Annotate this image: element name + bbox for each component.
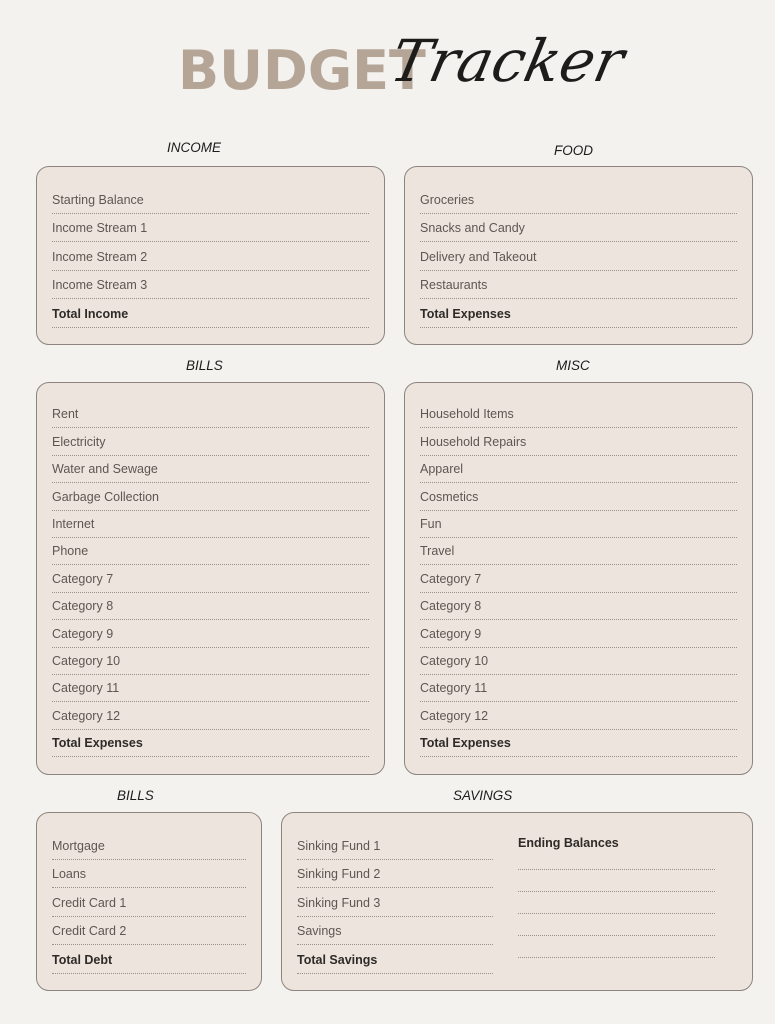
income-box	[36, 166, 385, 345]
line-item	[420, 511, 737, 538]
item-label: Garbage Collection	[52, 489, 160, 504]
total-row	[420, 730, 737, 757]
item-label: Cosmetics	[420, 489, 479, 504]
line-item	[420, 648, 737, 675]
line-item	[420, 675, 737, 702]
item-label: Sinking Fund 3	[297, 895, 381, 910]
item-label: Water and Sewage	[52, 462, 158, 477]
total-label: Total Savings	[297, 952, 378, 967]
ending-balance-line	[518, 891, 715, 892]
total-row	[297, 945, 493, 974]
savings-label: SAVINGS	[453, 788, 513, 803]
income-label: INCOME	[167, 140, 221, 155]
line-item	[420, 702, 737, 729]
total-label: Total Expenses	[420, 306, 511, 321]
line-item	[52, 538, 369, 565]
misc-label: MISC	[556, 358, 590, 373]
line-item	[52, 428, 369, 455]
item-label: Income Stream 3	[52, 278, 148, 292]
line-item	[52, 185, 369, 214]
line-item	[420, 483, 737, 510]
line-item	[420, 456, 737, 483]
line-item	[52, 511, 369, 538]
line-item	[420, 593, 737, 620]
line-item	[52, 593, 369, 620]
title-tracker-script: Tracker	[384, 27, 630, 95]
line-item	[297, 917, 493, 946]
item-label: Travel	[420, 544, 455, 559]
misc-box	[404, 382, 753, 775]
line-item	[297, 888, 493, 917]
ending-balances-label: Ending Balances	[518, 836, 619, 850]
line-item	[420, 428, 737, 455]
debt-label: BILLS	[117, 788, 154, 803]
line-item	[420, 401, 737, 428]
title-budget: BUDGET	[178, 39, 426, 102]
line-item	[52, 831, 246, 860]
line-item	[52, 271, 369, 300]
item-label: Household Items	[420, 407, 514, 422]
total-row	[52, 299, 369, 328]
total-row	[52, 945, 246, 974]
total-label: Total Debt	[52, 952, 113, 967]
line-item	[297, 831, 493, 860]
total-label: Total Income	[52, 306, 129, 321]
item-label: Groceries	[420, 192, 475, 207]
line-item	[52, 565, 369, 592]
ending-balance-line	[518, 957, 715, 958]
line-item	[52, 860, 246, 889]
bills-label: BILLS	[186, 358, 223, 373]
item-label: Category 11	[420, 681, 488, 696]
item-label: Category 12	[52, 708, 121, 723]
line-item	[52, 401, 369, 428]
item-label: Income Stream 2	[52, 249, 148, 264]
item-label: Phone	[52, 544, 89, 559]
ending-balance-line	[518, 935, 715, 936]
item-label: Savings	[297, 924, 342, 938]
item-label: Credit Card 1	[52, 895, 127, 910]
item-label: Category 9	[52, 626, 114, 641]
item-label: Fun	[420, 516, 442, 531]
ending-balance-line	[518, 913, 715, 914]
savings-box	[281, 812, 753, 991]
item-label: Household Repairs	[420, 434, 527, 449]
item-label: Category 9	[420, 626, 482, 641]
item-label: Delivery and Takeout	[420, 249, 537, 264]
line-item	[52, 214, 369, 243]
item-label: Category 10	[420, 653, 489, 668]
item-label: Restaurants	[420, 278, 488, 292]
total-row	[52, 730, 369, 757]
line-item	[297, 860, 493, 889]
item-label: Category 8	[420, 599, 482, 614]
line-item	[52, 648, 369, 675]
item-label: Category 7	[52, 571, 114, 586]
bills-box	[36, 382, 385, 775]
line-item	[52, 888, 246, 917]
food-label: FOOD	[554, 143, 593, 158]
item-label: Starting Balance	[52, 192, 144, 207]
item-label: Loans	[52, 867, 87, 881]
line-item	[52, 456, 369, 483]
line-item	[52, 702, 369, 729]
total-label: Total Expenses	[52, 736, 143, 751]
item-label: Category 8	[52, 599, 114, 614]
total-row	[420, 299, 737, 328]
item-label: Category 12	[420, 708, 489, 723]
line-item	[420, 620, 737, 647]
item-label: Sinking Fund 1	[297, 838, 381, 853]
line-item	[420, 538, 737, 565]
line-item	[420, 214, 737, 243]
food-box	[404, 166, 753, 345]
line-item	[420, 271, 737, 300]
item-label: Electricity	[52, 434, 106, 449]
item-label: Internet	[52, 516, 95, 531]
debt-box	[36, 812, 262, 991]
line-item	[52, 620, 369, 647]
item-label: Category 10	[52, 653, 121, 668]
item-label: Category 7	[420, 571, 482, 586]
item-label: Credit Card 2	[52, 924, 127, 938]
item-label: Sinking Fund 2	[297, 867, 381, 881]
total-label: Total Expenses	[420, 736, 511, 751]
line-item	[420, 565, 737, 592]
line-item	[52, 917, 246, 946]
line-item	[420, 185, 737, 214]
line-item	[52, 675, 369, 702]
item-label: Rent	[52, 407, 79, 422]
ending-balance-line	[518, 869, 715, 870]
item-label: Mortgage	[52, 838, 105, 853]
item-label: Income Stream 1	[52, 221, 148, 235]
line-item	[52, 483, 369, 510]
item-label: Snacks and Candy	[420, 221, 525, 235]
item-label: Category 11	[52, 681, 120, 696]
line-item	[52, 242, 369, 271]
line-item	[420, 242, 737, 271]
item-label: Apparel	[420, 462, 464, 477]
